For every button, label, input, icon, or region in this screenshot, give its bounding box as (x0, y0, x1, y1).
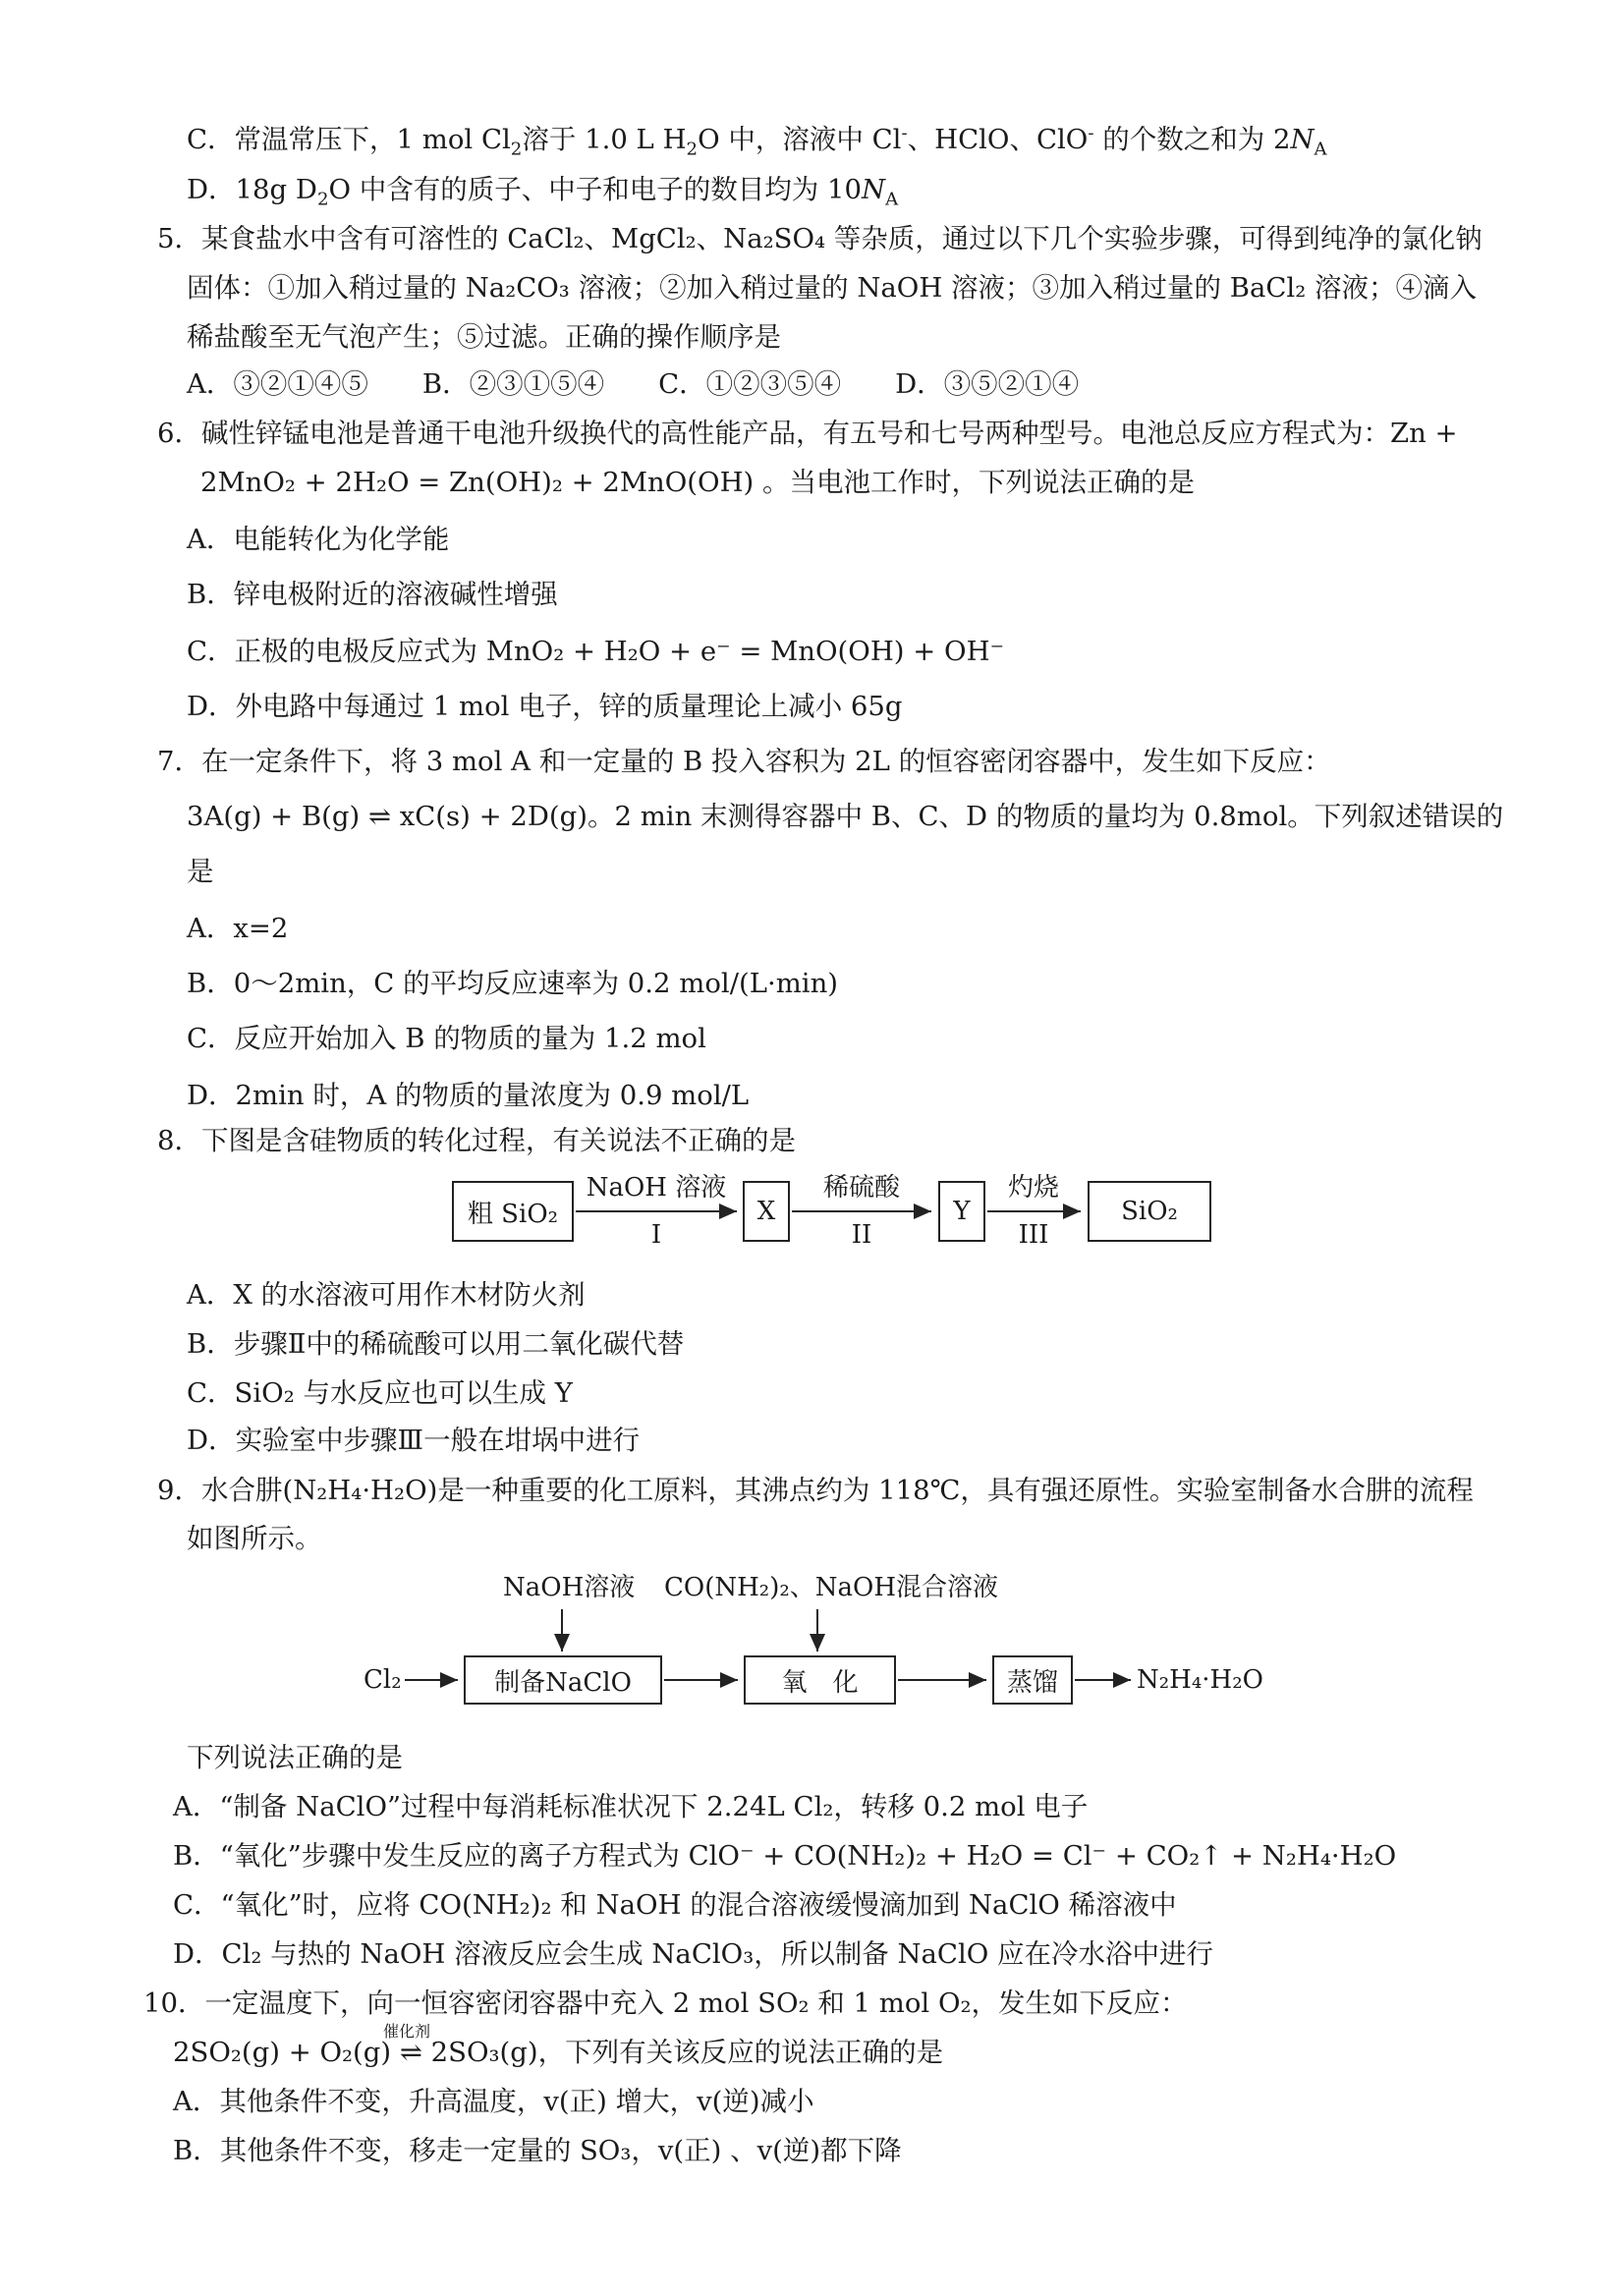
option-c-q4: C．常温常压下，1 mol $Cl_2$溶于 1.0 L $H_2O$ 中，溶液中 Cl-、HClO、ClO- 的个数之和为 $2N_A$ (187, 122, 1327, 160)
question-8-option-a: A．X 的水溶液可用作木材防火剂 (187, 1279, 586, 1311)
step-2-reagent: 稀硫酸 (822, 1173, 901, 1203)
step-1-reagent: NaOH 溶液 (586, 1173, 727, 1203)
question-9-option-b: B．“氧化”步骤中发生反应的离子方程式为 ClO⁻ + CO(NH₂)₂ + H₂O = Cl⁻ + CO₂↑ + N₂H₄·H₂O (173, 1840, 1397, 1872)
question-7-line-3: 是 (187, 856, 214, 887)
question-9-option-c: C．“氧化”时，应将 CO(NH₂)₂ 和 NaOH 的混合溶液缓慢滴加到 NaClO 稀溶液中 (173, 1889, 1177, 1921)
question-6-line-1: 6．碱性锌锰电池是普通干电池升级换代的高性能产品，有五号和七号两种型号。电池总反应方程式为：Zn + (157, 418, 1458, 449)
question-8-line-1: 8．下图是含硅物质的转化过程，有关说法不正确的是 (157, 1125, 796, 1156)
question-5-line-1: 5．某食盐水中含有可溶性的 CaCl₂、MgCl₂、Na₂SO₄ 等杂质，通过以下几个实验步骤，可得到纯净的氯化钠 (157, 223, 1483, 254)
diagram-9-arrows (0, 1572, 1623, 1729)
question-5-line-2: 固体：①加入稍过量的 Na₂CO₃ 溶液；②加入稍过量的 NaOH 溶液；③加入稍过量的 BaCl₂ 溶液；④滴入 (187, 272, 1477, 304)
step-2-numeral: II (851, 1220, 872, 1250)
question-6-line-2: 2MnO₂ + 2H₂O = Zn(OH)₂ + 2MnO(OH) 。当电池工作时，下列说法正确的是 (200, 467, 1196, 498)
question-5-options: A．③②①④⑤ B．②③①⑤④ C．①②③⑤④ D．③⑤②①④ (187, 368, 1080, 400)
question-10-option-b: B．其他条件不变，移走一定量的 SO₃，v(正) 、v(逆)都下降 (173, 2135, 902, 2166)
question-7-option-a: A．x=2 (187, 913, 289, 944)
question-6-option-a: A．电能转化为化学能 (187, 524, 450, 555)
step-1-numeral: I (650, 1220, 662, 1250)
question-8-option-c: C．SiO₂ 与水反应也可以生成 Y (187, 1377, 573, 1409)
question-10-line-2: 2SO₂(g) + O₂(g) ⇌ 2SO₃(g)，下列有关该反应的说法正确的是 (173, 2037, 944, 2068)
sio2-box: SiO₂ (1088, 1181, 1211, 1242)
crude-sio2-box: 粗 SiO₂ (452, 1181, 574, 1242)
step-3-numeral: III (1018, 1220, 1049, 1250)
question-7-line-2: 3A(g) + B(g) ⇌ xC(s) + 2D(g)。2 min 末测得容器中 B、C、D 的物质的量均为 0.8mol。下列叙述错误的 (187, 801, 1504, 832)
question-10-line-1: 10．一定温度下，向一恒容密闭容器中充入 2 mol SO₂ 和 1 mol O₂，发生如下反应： (143, 1988, 1188, 2019)
naoh-solution-label: NaOH溶液 (503, 1573, 636, 1602)
question-9-prompt: 下列说法正确的是 (187, 1742, 403, 1773)
question-9-option-d: D．Cl₂ 与热的 NaOH 溶液反应会生成 NaClO₃，所以制备 NaClO 应在冷水浴中进行 (173, 1938, 1214, 1970)
question-7-option-b: B．0～2min，C 的平均反应速率为 0.2 mol/(L·min) (187, 968, 839, 999)
question-9-line-2: 如图所示。 (187, 1523, 322, 1554)
x-box: X (743, 1181, 790, 1242)
prepare-naclo-box: 制备NaClO (464, 1655, 662, 1705)
oxidation-box: 氧 化 (744, 1655, 896, 1705)
question-9-line-1: 9．水合肼(N₂H₄·H₂O)是一种重要的化工原料，其沸点约为 118℃，具有强还原性。实验室制备水合肼的流程 (157, 1475, 1474, 1506)
question-6-option-d: D．外电路中每通过 1 mol 电子，锌的质量理论上减小 65g (187, 691, 903, 722)
question-6-option-c: C．正极的电极反应式为 MnO₂ + H₂O + e⁻ = MnO(OH) + OH⁻ (187, 636, 1005, 667)
cl2-input-label: Cl₂ (364, 1665, 402, 1695)
question-10-option-a: A．其他条件不变，升高温度，v(正) 增大，v(逆)减小 (173, 2086, 814, 2117)
question-8-option-b: B．步骤Ⅱ中的稀硫酸可以用二氧化碳代替 (187, 1328, 685, 1360)
question-7-line-1: 7．在一定条件下，将 3 mol A 和一定量的 B 投入容积为 2L 的恒容密闭容器中，发生如下反应： (157, 746, 1331, 777)
question-5-line-3: 稀盐酸至无气泡产生；⑤过滤。正确的操作顺序是 (187, 321, 781, 353)
question-7-option-c: C．反应开始加入 B 的物质的量为 1.2 mol (187, 1023, 706, 1054)
question-8-option-d: D．实验室中步骤Ⅲ一般在坩埚中进行 (187, 1425, 641, 1456)
urea-naoh-label: CO(NH₂)₂、NaOH混合溶液 (664, 1573, 999, 1602)
question-7-option-d: D．2min 时，A 的物质的量浓度为 0.9 mol/L (187, 1080, 750, 1111)
hydrazine-output-label: N₂H₄·H₂O (1137, 1665, 1263, 1695)
distillation-box: 蒸馏 (992, 1655, 1073, 1705)
option-d-q4: D．18g $D_2O$ 中含有的质子、中子和电子的数目均为 $10N_A$ (187, 174, 899, 210)
step-3-reagent: 灼烧 (1007, 1173, 1060, 1203)
question-6-option-b: B．锌电极附近的溶液碱性增强 (187, 579, 558, 610)
question-9-option-a: A．“制备 NaClO”过程中每消耗标准状况下 2.24L Cl₂，转移 0.2 mol 电子 (173, 1791, 1089, 1822)
y-box: Y (938, 1181, 985, 1242)
catalyst-label: 催化剂 (383, 2022, 431, 2041)
